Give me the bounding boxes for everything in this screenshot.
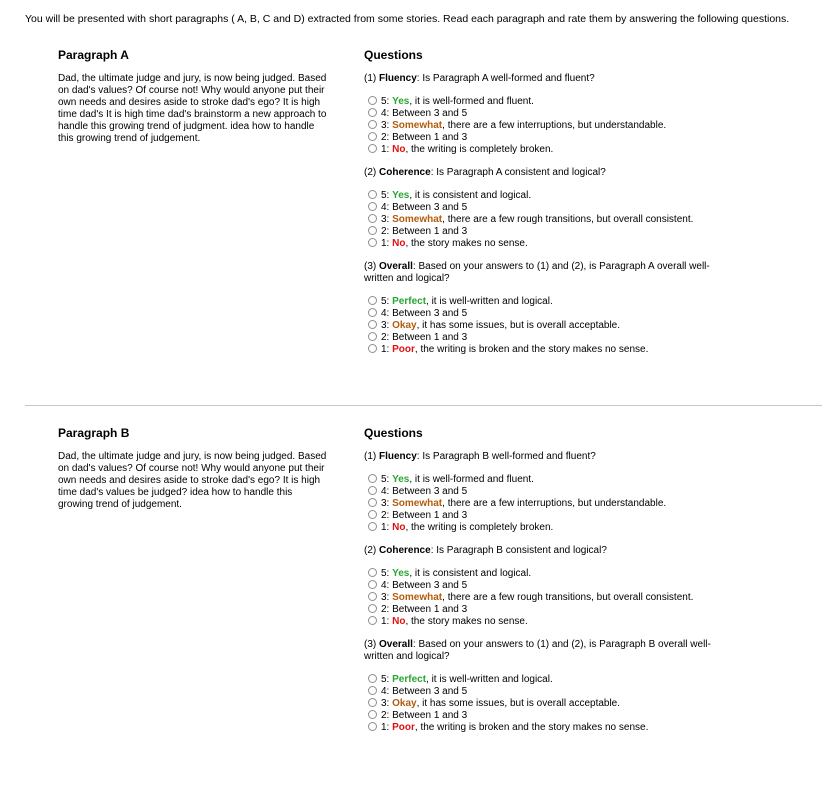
coherence-question-text: [364, 545, 724, 557]
coherence-a-option-1[interactable]: [364, 238, 724, 250]
paragraph-b-section: [0, 426, 823, 798]
option-prefix: 3:: [381, 214, 393, 225]
option-highlight: Yes: [392, 568, 410, 579]
coherence-a-option-2[interactable]: [364, 226, 724, 238]
option-label: 4: Between 3 and 5: [381, 108, 468, 119]
option-label: 4: Between 3 and 5: [381, 686, 468, 697]
option-suffix: , there are a few interruptions, but understandable.: [442, 498, 667, 509]
option-label: 2: Between 1 and 3: [381, 332, 468, 343]
overall-b-option-5[interactable]: [364, 674, 724, 686]
option-prefix: 5:: [381, 474, 393, 485]
paragraph-a-questions-heading: Questions: [364, 48, 423, 62]
option-prefix: 1:: [381, 722, 393, 733]
option-highlight: No: [392, 522, 406, 533]
coherence-b-option-5[interactable]: [364, 568, 724, 580]
option-suffix: , the story makes no sense.: [405, 616, 528, 627]
option-highlight: Poor: [392, 722, 415, 733]
overall-a-option-1[interactable]: [364, 344, 724, 356]
overall-question-a: [364, 261, 724, 356]
option-prefix: 3:: [381, 320, 393, 331]
option-prefix: 1:: [381, 344, 393, 355]
paragraph-a-text: Dad, the ultimate judge and jury, is now being judged. Based on dad's values? Of course not! Why would anyone put their own needs and desires aside to stroke dad's ego? It is high time dad's It is high time dad's brainstorm a new approach to handle this growing trend of judgment. idea how to handle this growing trend of judgement.: [58, 73, 327, 144]
radio-button[interactable]: [368, 226, 377, 235]
radio-button[interactable]: [368, 202, 377, 211]
question-number: (3): [364, 261, 379, 272]
radio-button[interactable]: [368, 674, 377, 683]
fluency-b-option-3[interactable]: [364, 498, 724, 510]
overall-question-text: [364, 639, 724, 663]
paragraph-a-questions: [364, 73, 724, 356]
option-suffix: , there are a few rough transitions, but overall consistent.: [442, 592, 694, 603]
option-suffix: , it has some issues, but is overall acceptable.: [416, 320, 621, 331]
overall-a-option-4[interactable]: [364, 308, 724, 320]
option-label: 2: Between 1 and 3: [381, 510, 468, 521]
option-highlight: Somewhat: [392, 214, 443, 225]
overall-a-option-3[interactable]: [364, 320, 724, 332]
coherence-b-option-2[interactable]: [364, 604, 724, 616]
option-suffix: , it has some issues, but is overall acceptable.: [416, 698, 621, 709]
radio-button[interactable]: [368, 710, 377, 719]
overall-a-option-5[interactable]: [364, 296, 724, 308]
option-suffix: , there are a few interruptions, but understandable.: [442, 120, 667, 131]
option-label: 2: Between 1 and 3: [381, 226, 468, 237]
question-label: Overall: [379, 261, 413, 272]
question-label: Overall: [379, 639, 413, 650]
fluency-a-option-4[interactable]: [364, 108, 724, 120]
fluency-a-option-2[interactable]: [364, 132, 724, 144]
question-number: (2): [364, 167, 379, 178]
option-prefix: 1:: [381, 522, 393, 533]
option-label: 2: Between 1 and 3: [381, 132, 468, 143]
option-prefix: 3:: [381, 592, 393, 603]
question-body: : Is Paragraph A consistent and logical?: [430, 167, 606, 178]
radio-button[interactable]: [368, 592, 377, 601]
option-prefix: 1:: [381, 616, 393, 627]
option-suffix: , it is consistent and logical.: [409, 190, 532, 201]
radio-button[interactable]: [368, 132, 377, 141]
radio-button[interactable]: [368, 510, 377, 519]
coherence-question-b: [364, 545, 724, 628]
fluency-question-text: [364, 73, 724, 85]
option-label: 4: Between 3 and 5: [381, 486, 468, 497]
overall-a-option-2[interactable]: [364, 332, 724, 344]
option-suffix: , it is consistent and logical.: [409, 568, 532, 579]
coherence-b-option-1[interactable]: [364, 616, 724, 628]
question-label: Fluency: [379, 451, 417, 462]
option-prefix: 5:: [381, 296, 393, 307]
option-label: 4: Between 3 and 5: [381, 580, 468, 591]
radio-button[interactable]: [368, 698, 377, 707]
overall-question-b: [364, 639, 724, 734]
option-highlight: Somewhat: [392, 498, 443, 509]
option-highlight: No: [392, 144, 406, 155]
option-prefix: 1:: [381, 144, 393, 155]
radio-button[interactable]: [368, 144, 377, 153]
coherence-question-a: [364, 167, 724, 250]
question-body: : Is Paragraph A well-formed and fluent?: [416, 73, 595, 84]
radio-button[interactable]: [368, 722, 377, 731]
fluency-a-option-5[interactable]: [364, 96, 724, 108]
fluency-question-b: [364, 451, 724, 534]
fluency-b-option-1[interactable]: [364, 522, 724, 534]
question-number: (1): [364, 73, 379, 84]
option-highlight: Perfect: [392, 296, 427, 307]
radio-button[interactable]: [368, 332, 377, 341]
fluency-b-option-5[interactable]: [364, 474, 724, 486]
fluency-question-text: [364, 451, 724, 463]
option-suffix: , there are a few rough transitions, but overall consistent.: [442, 214, 694, 225]
option-highlight: Yes: [392, 96, 410, 107]
paragraph-b-title: Paragraph B: [58, 426, 130, 440]
overall-question-text: [364, 261, 724, 285]
overall-b-option-1[interactable]: [364, 722, 724, 734]
paragraph-b-questions-heading: Questions: [364, 426, 423, 440]
option-highlight: Somewhat: [392, 592, 443, 603]
radio-button[interactable]: [368, 96, 377, 105]
question-body: : Based on your answers to (1) and (2), is Paragraph A overall well-written and logical?: [364, 261, 710, 284]
option-prefix: 5:: [381, 674, 393, 685]
option-prefix: 1:: [381, 238, 393, 249]
question-label: Coherence: [379, 167, 431, 178]
overall-b-option-2[interactable]: [364, 710, 724, 722]
option-prefix: 5:: [381, 568, 393, 579]
radio-button[interactable]: [368, 238, 377, 247]
radio-button[interactable]: [368, 474, 377, 483]
radio-button[interactable]: [368, 190, 377, 199]
radio-button[interactable]: [368, 498, 377, 507]
option-highlight: Okay: [392, 320, 417, 331]
option-highlight: Okay: [392, 698, 417, 709]
radio-button[interactable]: [368, 296, 377, 305]
radio-button[interactable]: [368, 522, 377, 531]
radio-button[interactable]: [368, 604, 377, 613]
question-number: (2): [364, 545, 379, 556]
question-label: Fluency: [379, 73, 417, 84]
coherence-b-option-3[interactable]: [364, 592, 724, 604]
option-suffix: , it is well-written and logical.: [426, 674, 553, 685]
coherence-a-option-3[interactable]: [364, 214, 724, 226]
radio-button[interactable]: [368, 344, 377, 353]
paragraph-a-section: [0, 48, 823, 420]
coherence-question-text: [364, 167, 724, 179]
fluency-question-a: [364, 73, 724, 156]
option-prefix: 3:: [381, 498, 393, 509]
radio-button[interactable]: [368, 214, 377, 223]
option-suffix: , it is well-written and logical.: [426, 296, 553, 307]
section-divider: [25, 405, 822, 406]
radio-button[interactable]: [368, 686, 377, 695]
option-prefix: 3:: [381, 120, 393, 131]
option-suffix: , it is well-formed and fluent.: [409, 96, 534, 107]
option-suffix: , the writing is broken and the story makes no sense.: [414, 722, 649, 733]
fluency-a-option-1[interactable]: [364, 144, 724, 156]
overall-b-option-4[interactable]: [364, 686, 724, 698]
option-highlight: Yes: [392, 190, 410, 201]
option-highlight: No: [392, 616, 406, 627]
option-highlight: Poor: [392, 344, 415, 355]
paragraph-b-text: Dad, the ultimate judge and jury, is now being judged. Based on dad's values? Of course not! Why would anyone put their own needs and desires aside to stroke dad's ego? It is high time dad's values be judged? idea how to handle this growing trend of judgement.: [58, 451, 327, 510]
option-suffix: , the story makes no sense.: [405, 238, 528, 249]
question-body: : Based on your answers to (1) and (2), is Paragraph B overall well-written and logical?: [364, 639, 711, 662]
option-suffix: , it is well-formed and fluent.: [409, 474, 534, 485]
option-prefix: 3:: [381, 698, 393, 709]
option-prefix: 5:: [381, 190, 393, 201]
option-label: 2: Between 1 and 3: [381, 604, 468, 615]
radio-button[interactable]: [368, 486, 377, 495]
radio-button[interactable]: [368, 120, 377, 129]
option-highlight: No: [392, 238, 406, 249]
radio-button[interactable]: [368, 308, 377, 317]
option-suffix: , the writing is completely broken.: [405, 522, 554, 533]
option-suffix: , the writing is completely broken.: [405, 144, 554, 155]
option-highlight: Perfect: [392, 674, 427, 685]
option-label: 2: Between 1 and 3: [381, 710, 468, 721]
option-label: 4: Between 3 and 5: [381, 202, 468, 213]
radio-button[interactable]: [368, 108, 377, 117]
option-suffix: , the writing is broken and the story makes no sense.: [414, 344, 649, 355]
question-number: (3): [364, 639, 379, 650]
radio-button[interactable]: [368, 616, 377, 625]
fluency-b-option-2[interactable]: [364, 510, 724, 522]
option-prefix: 5:: [381, 96, 393, 107]
option-highlight: Yes: [392, 474, 410, 485]
coherence-b-option-4[interactable]: [364, 580, 724, 592]
option-highlight: Somewhat: [392, 120, 443, 131]
radio-button[interactable]: [368, 580, 377, 589]
radio-button[interactable]: [368, 568, 377, 577]
question-body: : Is Paragraph B consistent and logical?: [430, 545, 607, 556]
question-body: : Is Paragraph B well-formed and fluent?: [416, 451, 596, 462]
paragraph-a-title: Paragraph A: [58, 48, 129, 62]
option-label: 4: Between 3 and 5: [381, 308, 468, 319]
fluency-b-option-4[interactable]: [364, 486, 724, 498]
overall-b-option-3[interactable]: [364, 698, 724, 710]
radio-button[interactable]: [368, 320, 377, 329]
question-label: Coherence: [379, 545, 431, 556]
instructions-text: You will be presented with short paragraphs ( A, B, C and D) extracted from some stories. Read each paragraph and rate them by answering the following questions.: [25, 13, 790, 25]
coherence-a-option-5[interactable]: [364, 190, 724, 202]
paragraph-b-questions: [364, 451, 724, 734]
coherence-a-option-4[interactable]: [364, 202, 724, 214]
fluency-a-option-3[interactable]: [364, 120, 724, 132]
question-number: (1): [364, 451, 379, 462]
